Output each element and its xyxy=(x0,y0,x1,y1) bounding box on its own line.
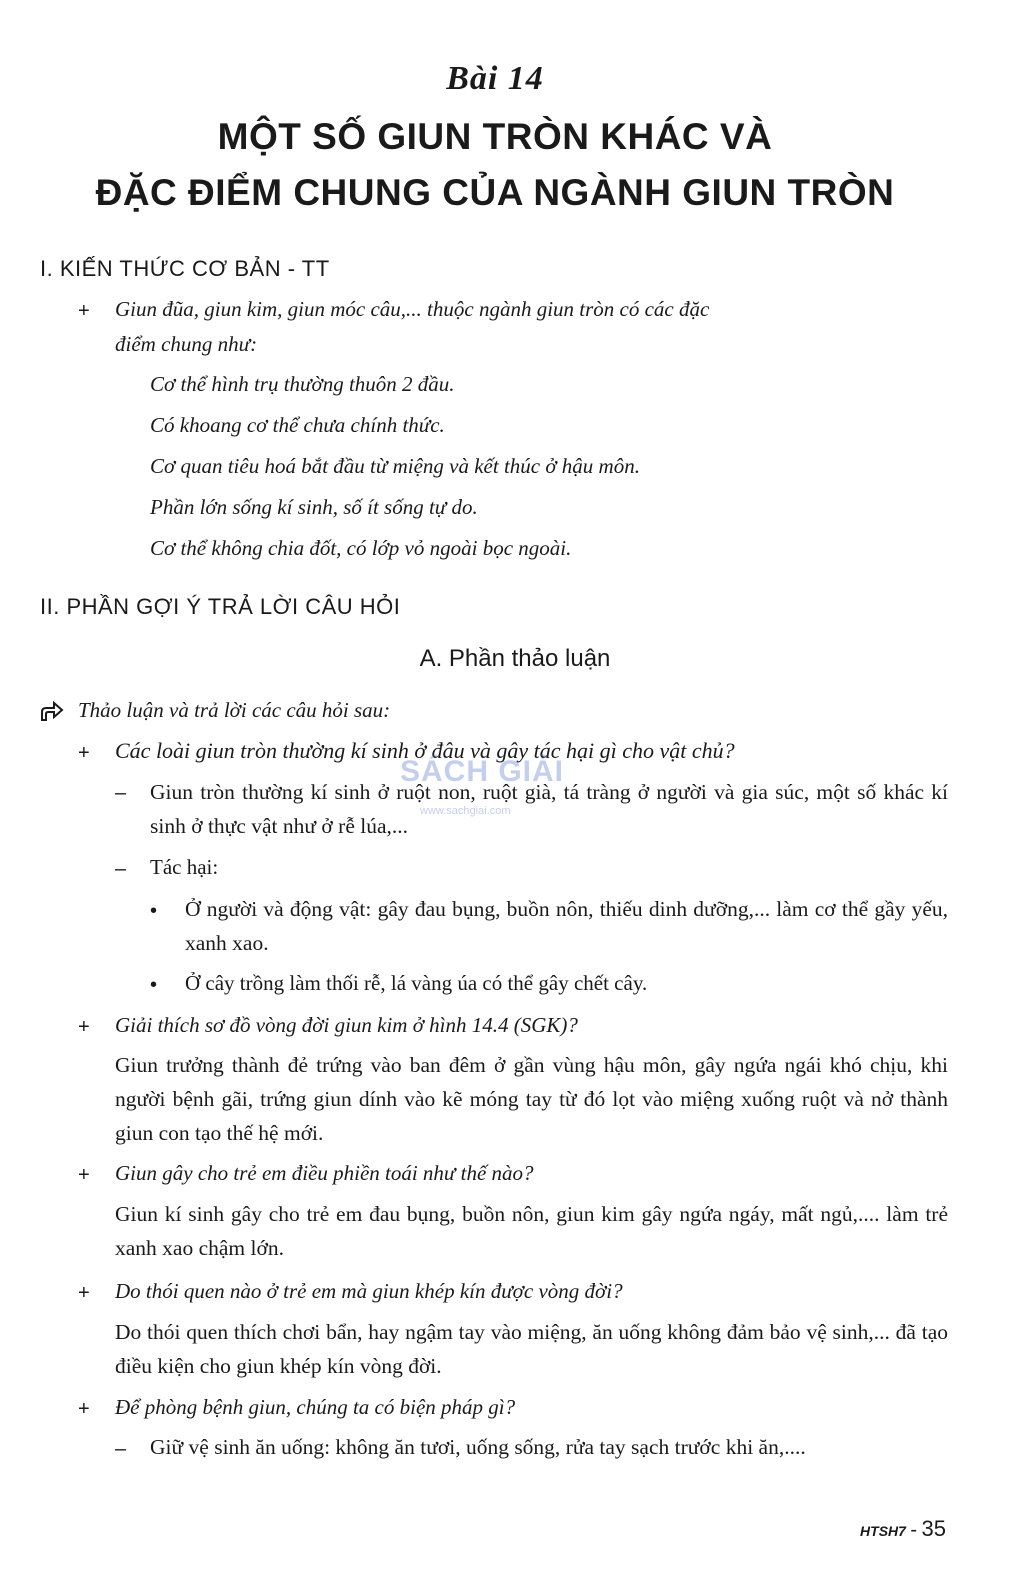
footer-separator: - xyxy=(910,1519,918,1541)
characteristic-item: Cơ thể hình trụ thường thuôn 2 đầu. xyxy=(150,372,455,396)
pointing-hand-icon xyxy=(40,700,64,728)
dot-bullet-icon: • xyxy=(150,900,158,922)
section-2-subheading: A. Phần thảo luận xyxy=(419,645,611,672)
section-2-heading: II. PHẦN GỢI Ý TRẢ LỜI CÂU HỎI xyxy=(40,594,401,619)
page-number: 35 xyxy=(921,1516,946,1541)
sachgiai-watermark: SÁCH GIẢI www.sachgiai.com xyxy=(400,755,565,817)
dash-bullet-icon: – xyxy=(115,782,127,804)
answer-1-harm-people: Ở người và động vật: gây đau bụng, buồn nôn, thiếu dinh dưỡng,... làm cơ thể gầy yếu, xanh xao. xyxy=(185,897,948,955)
dot-bullet-icon: • xyxy=(150,974,158,996)
lesson-number: Bài 14 xyxy=(446,60,544,97)
section-1-intro-line-2: điểm chung như: xyxy=(115,332,258,356)
question-3: Giun gây cho trẻ em điều phiền toái như thế nào? xyxy=(115,1161,534,1185)
plus-bullet-icon: + xyxy=(78,742,90,764)
question-2: Giải thích sơ đồ vòng đời giun kim ở hình 14.4 (SGK)? xyxy=(115,1013,578,1037)
dash-bullet-icon: – xyxy=(115,1438,127,1460)
answer-4: Do thói quen thích chơi bẩn, hay ngậm tay vào miệng, ăn uống không đảm bảo vệ sinh,... đã tạo điều kiện cho giun khép kín vòng đời. xyxy=(115,1320,948,1378)
answer-3: Giun kí sinh gây cho trẻ em đau bụng, buồn nôn, giun kim gây ngứa ngáy, mất ngủ,.... làm trẻ xanh xao chậm lớn. xyxy=(115,1202,948,1260)
book-code: HTSH7 xyxy=(860,1523,906,1539)
plus-bullet-icon: + xyxy=(78,1016,90,1038)
characteristic-item: Phần lớn sống kí sinh, số ít sống tự do. xyxy=(150,495,478,519)
characteristic-item: Có khoang cơ thể chưa chính thức. xyxy=(150,413,445,437)
answer-5-hygiene: Giữ vệ sinh ăn uống: không ăn tươi, uống sống, rửa tay sạch trước khi ăn,.... xyxy=(150,1435,806,1459)
question-1: Các loài giun tròn thường kí sinh ở đâu và gây tác hại gì cho vật chủ? xyxy=(115,738,735,763)
question-5: Để phòng bệnh giun, chúng ta có biện pháp gì? xyxy=(115,1395,516,1419)
plus-bullet-icon: + xyxy=(78,300,90,322)
plus-bullet-icon: + xyxy=(78,1398,90,1420)
answer-2: Giun trưởng thành đẻ trứng vào ban đêm ở gần vùng hậu môn, gây ngứa ngái khó chịu, khi người bệnh gãi, trứng giun dính vào kẽ móng tay từ đó lọt vào miệng xuống ruột và nở thành giun con tạo thế hệ mới. xyxy=(115,1053,948,1145)
answer-1-harm-label: Tác hại: xyxy=(150,855,219,879)
question-4: Do thói quen nào ở trẻ em mà giun khép kín được vòng đời? xyxy=(115,1279,623,1303)
lesson-title-line-1: MỘT SỐ GIUN TRÒN KHÁC VÀ xyxy=(217,116,773,157)
dash-bullet-icon: – xyxy=(115,858,127,880)
answer-1-habitat: Giun tròn thường kí sinh ở ruột non, ruột già, tá tràng ở người và gia súc, một số khác kí sinh ở thực vật như ở rễ lúa,... xyxy=(150,780,948,838)
section-1-intro-line-1: Giun đũa, giun kim, giun móc câu,... thuộc ngành giun tròn có các đặc xyxy=(115,297,710,321)
page-footer xyxy=(860,1516,946,1542)
characteristic-item: Cơ thể không chia đốt, có lớp vỏ ngoài bọc ngoài. xyxy=(150,536,572,560)
plus-bullet-icon: + xyxy=(78,1282,90,1304)
characteristic-item: Cơ quan tiêu hoá bắt đầu từ miệng và kết thúc ở hậu môn. xyxy=(150,454,640,478)
discussion-prompt: Thảo luận và trả lời các câu hỏi sau: xyxy=(78,698,391,722)
plus-bullet-icon: + xyxy=(78,1164,90,1186)
section-1-heading: I. KIẾN THỨC CƠ BẢN - TT xyxy=(40,256,330,281)
lesson-title-line-2: ĐẶC ĐIỂM CHUNG CỦA NGÀNH GIUN TRÒN xyxy=(95,172,895,213)
answer-1-harm-plants: Ở cây trồng làm thối rễ, lá vàng úa có thể gây chết cây. xyxy=(185,971,648,995)
